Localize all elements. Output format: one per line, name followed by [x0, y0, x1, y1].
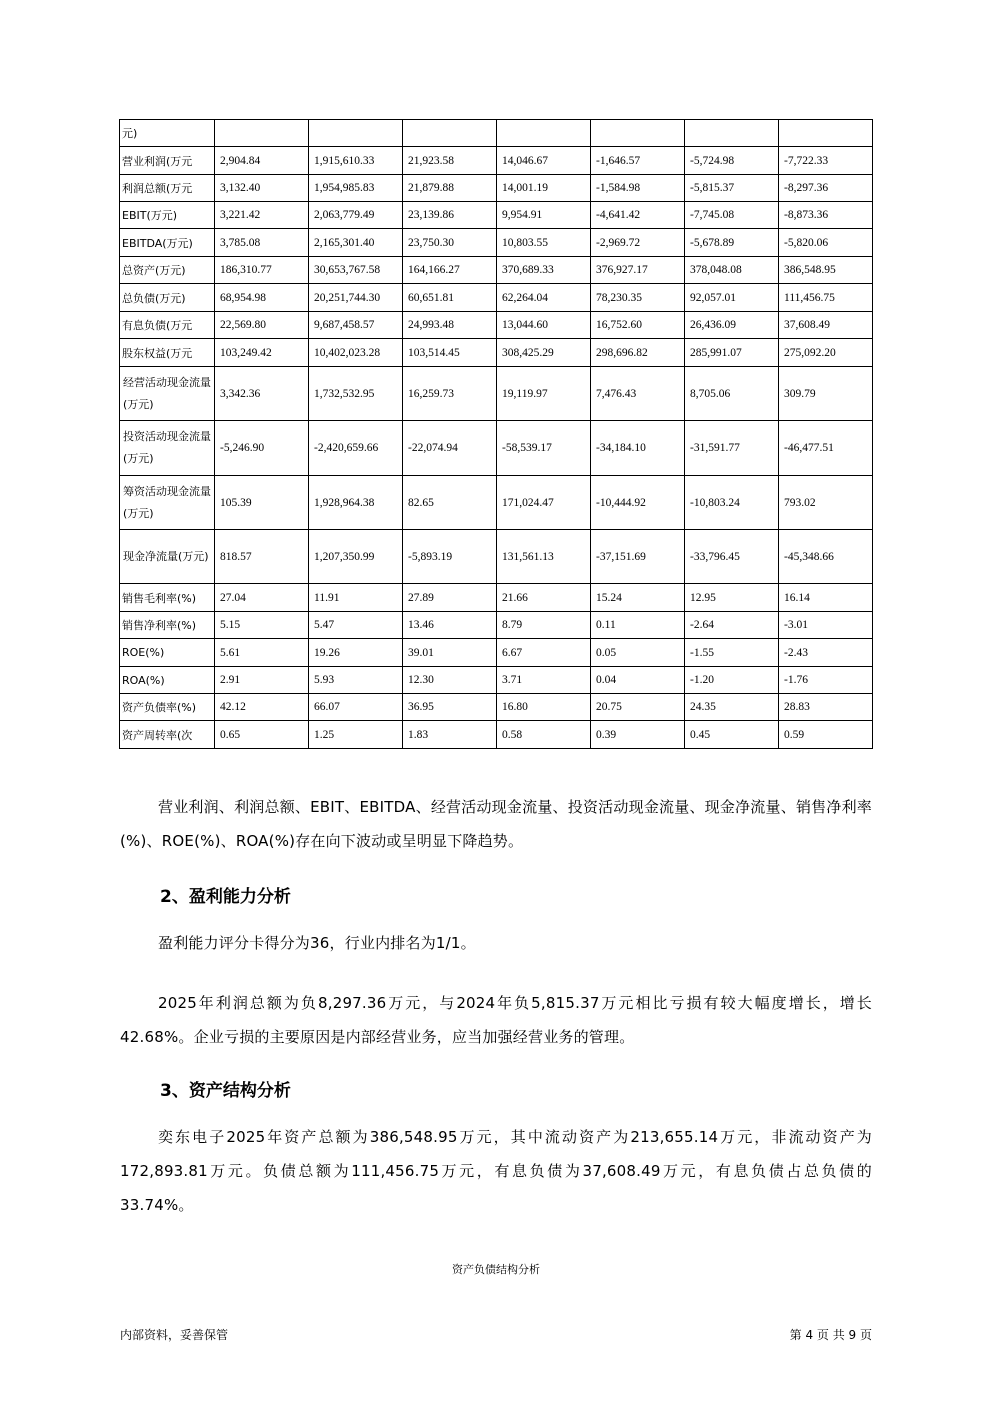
- table-cell: 1,732,532.95: [309, 367, 403, 421]
- table-row: [120, 421, 873, 476]
- table-cell: -5,678.89: [685, 229, 779, 257]
- table-cell: 308,425.29: [497, 339, 591, 367]
- paragraph-trend-summary: 营业利润、利润总额、EBIT、EBITDA、经营活动现金流量、投资活动现金流量、现金净流量、销售净利率(%)、ROE(%)、ROA(%)存在向下波动或呈明显下降趋势。: [120, 798, 872, 850]
- table-cell: 1.25: [309, 721, 403, 749]
- table-cell: 0.11: [591, 612, 685, 639]
- table-cell: 2,904.84: [215, 147, 309, 175]
- table-cell: 26,436.09: [685, 312, 779, 339]
- table-cell: -33,796.45: [685, 530, 779, 584]
- table-cell: 6.67: [497, 639, 591, 667]
- table-cell: 186,310.77: [215, 257, 309, 284]
- table-cell: -1.55: [685, 639, 779, 667]
- table-row: [120, 612, 873, 639]
- footer-confidential-note: 内部资料，妥善保管: [120, 1328, 229, 1342]
- table-cell: 23,750.30: [403, 229, 497, 257]
- table-row: [120, 229, 873, 257]
- row-label: 利润总额(万元: [120, 175, 215, 202]
- table-cell: 5.47: [309, 612, 403, 639]
- table-cell: 309.79: [779, 367, 873, 421]
- table-cell: -5,724.98: [685, 147, 779, 175]
- table-cell: 92,057.01: [685, 284, 779, 312]
- table-cell: 1,207,350.99: [309, 530, 403, 584]
- table-cell: 0.65: [215, 721, 309, 749]
- row-label: ROE(%): [120, 639, 215, 667]
- table-cell: 103,249.42: [215, 339, 309, 367]
- table-cell: -8,873.36: [779, 202, 873, 229]
- row-label: 筹资活动现金流量(万元): [120, 476, 215, 530]
- table-cell: 19.26: [309, 639, 403, 667]
- table-cell: 171,024.47: [497, 476, 591, 530]
- table-row: [120, 694, 873, 721]
- table-cell: 16,259.73: [403, 367, 497, 421]
- table-cell: 2,063,779.49: [309, 202, 403, 229]
- paragraph-profit-analysis: 2025年利润总额为负8,297.36万元，与2024年负5,815.37万元相比亏损有较大幅度增长，增长42.68%。企业亏损的主要原因是内部经营业务，应当加强经营业务的管理。: [120, 994, 872, 1046]
- row-label: ROA(%): [120, 667, 215, 694]
- table-cell: 16,752.60: [591, 312, 685, 339]
- table-cell: 111,456.75: [779, 284, 873, 312]
- table-cell: 19,119.97: [497, 367, 591, 421]
- table-cell: 27.04: [215, 584, 309, 612]
- row-label: 资产负债率(%): [120, 694, 215, 721]
- table-cell: 42.12: [215, 694, 309, 721]
- table-cell: 378,048.08: [685, 257, 779, 284]
- table-cell: 105.39: [215, 476, 309, 530]
- table-cell: 7,476.43: [591, 367, 685, 421]
- table-cell: 0.05: [591, 639, 685, 667]
- table-cell: [685, 120, 779, 147]
- table-cell: -4,641.42: [591, 202, 685, 229]
- table-row: [120, 367, 873, 421]
- table-cell: 28.83: [779, 694, 873, 721]
- table-row: [120, 120, 873, 147]
- table-cell: 16.80: [497, 694, 591, 721]
- row-label: 有息负债(万元: [120, 312, 215, 339]
- table-row: [120, 284, 873, 312]
- paragraph-profitability-score: 盈利能力评分卡得分为36，行业内排名为1/1。: [158, 934, 476, 952]
- table-cell: 24.35: [685, 694, 779, 721]
- table-cell: 2,165,301.40: [309, 229, 403, 257]
- table-cell: 103,514.45: [403, 339, 497, 367]
- table-cell: 131,561.13: [497, 530, 591, 584]
- table-cell: -7,745.08: [685, 202, 779, 229]
- table-cell: 78,230.35: [591, 284, 685, 312]
- row-label: 现金净流量(万元): [120, 530, 215, 584]
- table-cell: -2,969.72: [591, 229, 685, 257]
- table-cell: [591, 120, 685, 147]
- table-cell: 16.14: [779, 584, 873, 612]
- table-cell: -58,539.17: [497, 421, 591, 476]
- table-cell: -1.76: [779, 667, 873, 694]
- table-cell: -2.64: [685, 612, 779, 639]
- table-cell: 24,993.48: [403, 312, 497, 339]
- table-cell: [497, 120, 591, 147]
- table-cell: 1,915,610.33: [309, 147, 403, 175]
- table-cell: 21.66: [497, 584, 591, 612]
- table-cell: 0.58: [497, 721, 591, 749]
- table-cell: 13,044.60: [497, 312, 591, 339]
- table-cell: 275,092.20: [779, 339, 873, 367]
- table-cell: 23,139.86: [403, 202, 497, 229]
- table-cell: 12.30: [403, 667, 497, 694]
- table-cell: 15.24: [591, 584, 685, 612]
- table-cell: -1,584.98: [591, 175, 685, 202]
- table-row: [120, 339, 873, 367]
- table-cell: [779, 120, 873, 147]
- row-label: 经营活动现金流量(万元): [120, 367, 215, 421]
- table-cell: -1,646.57: [591, 147, 685, 175]
- table-cell: -2.43: [779, 639, 873, 667]
- table-cell: [215, 120, 309, 147]
- table-cell: 5.93: [309, 667, 403, 694]
- section-heading-asset-structure: 3、资产结构分析: [160, 1081, 291, 1101]
- table-cell: -5,893.19: [403, 530, 497, 584]
- table-cell: -31,591.77: [685, 421, 779, 476]
- row-label: 股东权益(万元: [120, 339, 215, 367]
- table-cell: 3,132.40: [215, 175, 309, 202]
- table-cell: -8,297.36: [779, 175, 873, 202]
- table-cell: 14,001.19: [497, 175, 591, 202]
- table-cell: [403, 120, 497, 147]
- financial-table-body: [120, 120, 873, 749]
- table-cell: 1.83: [403, 721, 497, 749]
- table-cell: 60,651.81: [403, 284, 497, 312]
- table-cell: 3.71: [497, 667, 591, 694]
- table-cell: 818.57: [215, 530, 309, 584]
- table-row: [120, 721, 873, 749]
- table-cell: 82.65: [403, 476, 497, 530]
- row-label: 总资产(万元): [120, 257, 215, 284]
- table-cell: -10,444.92: [591, 476, 685, 530]
- table-cell: 3,221.42: [215, 202, 309, 229]
- table-cell: 20.75: [591, 694, 685, 721]
- table-cell: 8,705.06: [685, 367, 779, 421]
- table-row: [120, 530, 873, 584]
- row-label: EBITDA(万元): [120, 229, 215, 257]
- table-cell: 13.46: [403, 612, 497, 639]
- table-cell: -3.01: [779, 612, 873, 639]
- section-heading-profitability: 2、盈利能力分析: [160, 887, 291, 907]
- table-cell: 21,923.58: [403, 147, 497, 175]
- table-cell: 0.59: [779, 721, 873, 749]
- table-cell: -37,151.69: [591, 530, 685, 584]
- figure-caption: 资产负债结构分析: [452, 1263, 540, 1276]
- table-cell: 11.91: [309, 584, 403, 612]
- table-cell: 0.45: [685, 721, 779, 749]
- table-cell: 27.89: [403, 584, 497, 612]
- row-label: EBIT(万元): [120, 202, 215, 229]
- table-cell: -22,074.94: [403, 421, 497, 476]
- table-row: [120, 175, 873, 202]
- table-cell: 285,991.07: [685, 339, 779, 367]
- table-cell: -7,722.33: [779, 147, 873, 175]
- row-label: 销售净利率(%): [120, 612, 215, 639]
- footer-page-number: 第 4 页 共 9 页: [789, 1328, 872, 1342]
- table-cell: 5.15: [215, 612, 309, 639]
- table-cell: 0.39: [591, 721, 685, 749]
- table-cell: 10,803.55: [497, 229, 591, 257]
- table-cell: 22,569.80: [215, 312, 309, 339]
- table-row: [120, 147, 873, 175]
- table-cell: 1,954,985.83: [309, 175, 403, 202]
- row-label: 营业利润(万元: [120, 147, 215, 175]
- table-cell: 370,689.33: [497, 257, 591, 284]
- table-cell: 376,927.17: [591, 257, 685, 284]
- table-cell: 1,928,964.38: [309, 476, 403, 530]
- table-row: [120, 584, 873, 612]
- table-cell: 2.91: [215, 667, 309, 694]
- table-row: [120, 202, 873, 229]
- table-cell: 5.61: [215, 639, 309, 667]
- table-cell: -34,184.10: [591, 421, 685, 476]
- financial-table: [119, 119, 873, 749]
- table-cell: 62,264.04: [497, 284, 591, 312]
- row-label: 资产周转率(次: [120, 721, 215, 749]
- table-cell: 386,548.95: [779, 257, 873, 284]
- table-cell: 20,251,744.30: [309, 284, 403, 312]
- table-cell: 3,342.36: [215, 367, 309, 421]
- table-cell: 68,954.98: [215, 284, 309, 312]
- table-cell: 36.95: [403, 694, 497, 721]
- table-cell: 10,402,023.28: [309, 339, 403, 367]
- table-cell: -5,246.90: [215, 421, 309, 476]
- table-cell: 39.01: [403, 639, 497, 667]
- table-cell: -5,820.06: [779, 229, 873, 257]
- table-cell: 0.04: [591, 667, 685, 694]
- table-cell: 793.02: [779, 476, 873, 530]
- table-row: [120, 639, 873, 667]
- row-label: 总负债(万元): [120, 284, 215, 312]
- table-cell: 66.07: [309, 694, 403, 721]
- table-cell: -45,348.66: [779, 530, 873, 584]
- table-cell: 14,046.67: [497, 147, 591, 175]
- table-cell: 21,879.88: [403, 175, 497, 202]
- table-cell: 3,785.08: [215, 229, 309, 257]
- paragraph-asset-structure: 奕东电子2025年资产总额为386,548.95万元，其中流动资产为213,655.14万元，非流动资产为172,893.81万元。负债总额为111,456.75万元，有息负债为37,608.49万元，有息负债占总负债的33.74%。: [120, 1128, 872, 1214]
- table-cell: 9,954.91: [497, 202, 591, 229]
- table-row: [120, 257, 873, 284]
- table-cell: [309, 120, 403, 147]
- table-cell: -1.20: [685, 667, 779, 694]
- row-label: 销售毛利率(%): [120, 584, 215, 612]
- table-cell: -10,803.24: [685, 476, 779, 530]
- table-cell: -2,420,659.66: [309, 421, 403, 476]
- table-cell: 37,608.49: [779, 312, 873, 339]
- table-cell: 12.95: [685, 584, 779, 612]
- table-row: [120, 476, 873, 530]
- row-label: 投资活动现金流量(万元): [120, 421, 215, 476]
- table-cell: 8.79: [497, 612, 591, 639]
- table-cell: -46,477.51: [779, 421, 873, 476]
- table-cell: 30,653,767.58: [309, 257, 403, 284]
- table-cell: 298,696.82: [591, 339, 685, 367]
- table-row: [120, 312, 873, 339]
- table-cell: 164,166.27: [403, 257, 497, 284]
- table-cell: -5,815.37: [685, 175, 779, 202]
- table-row: [120, 667, 873, 694]
- table-cell: 9,687,458.57: [309, 312, 403, 339]
- row-label: 元): [120, 120, 215, 147]
